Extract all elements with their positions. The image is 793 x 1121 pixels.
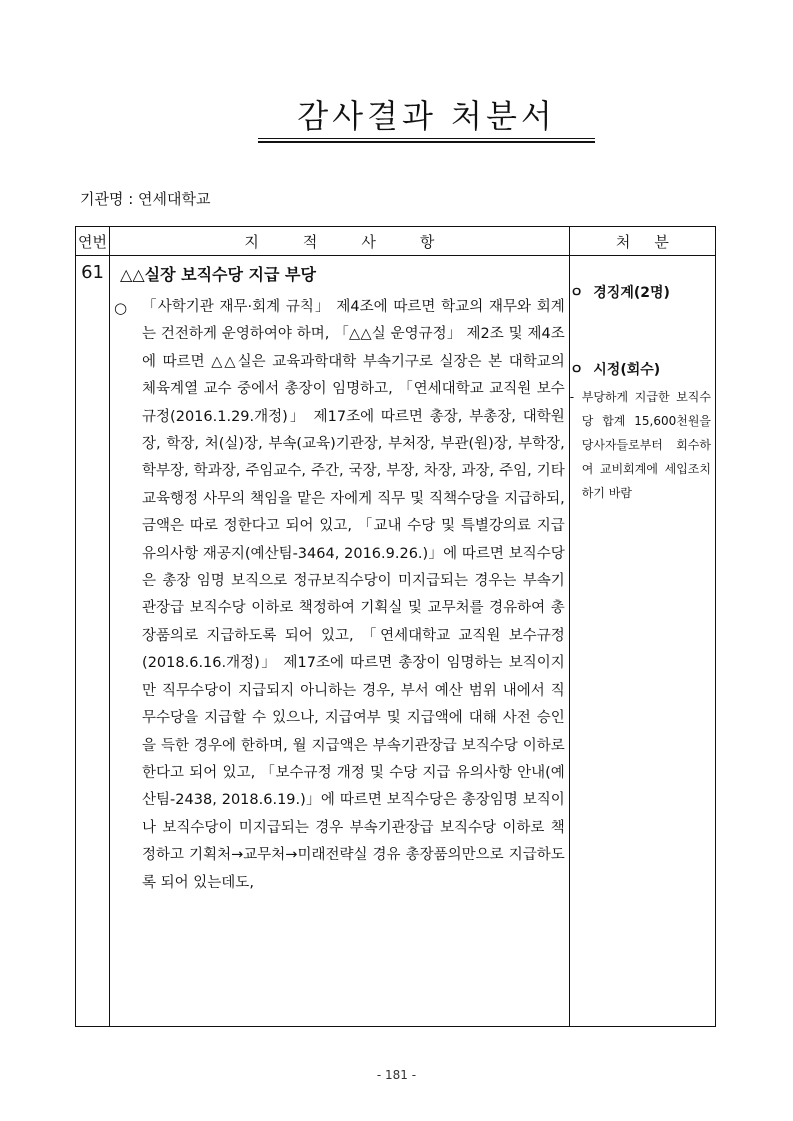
action-cell — [569, 256, 715, 1027]
action-item-label: 시정(회수) — [593, 362, 661, 378]
matter-cell — [110, 256, 570, 1027]
header-action: 처분 — [569, 227, 715, 256]
row-number: 61 — [76, 256, 110, 1027]
page-number: - 181 - — [376, 1068, 417, 1082]
table-row — [76, 256, 716, 1027]
title-underline — [258, 138, 595, 143]
action-item-correction — [570, 359, 715, 379]
dash-icon: - — [569, 390, 575, 404]
header-matter: 지적사항 — [110, 227, 570, 256]
bullet-icon: ○ — [114, 299, 128, 317]
organization-label: 기관명 : 연세대학교 — [80, 190, 211, 208]
bullet-icon: ㅇ — [569, 285, 584, 301]
bullet-icon: ㅇ — [569, 362, 584, 378]
header-number: 연번 — [76, 227, 110, 256]
table-header-row — [76, 227, 716, 256]
action-note-text: 부당하게 지급한 보직수당 합계 15,600천원을 당사자들로부터 회수하여 교비회계에 세입조치하기 바람 — [581, 390, 711, 500]
document-title: 감사결과 처분서 — [297, 97, 556, 135]
action-note — [570, 385, 715, 505]
matter-body-text: 「사학기관 재무·회계 규칙」 제4조에 따르면 학교의 재무와 회계는 건전하게 운영하여야 하며, 「△△실 운영규정」 제2조 및 제4조에 따르면 △△실은 교육과학대학 부속기구로 실장은 본 대학교의 체육계열 교수 중에서 총장이 임명하고, 「연세대학교 교직원 보수규정(2016.1.29.개정)」 제17조에 따르면 총장, 부총장, 대학원장, 학장, 처(실)장, 부속(교육)기관장, 부처장, 부관(원)장, 부학장, 학부장, 학과장, 주임교수, 주간, 국장, 부장, 차장, 과장, 주임, 기타 교육행정 사무의 책임을 맡은 자에게 직무 및 직책수당을 지급하되, 금액은 따로 정한다고 되어 있고, 「교내 수당 및 특별강의료 지급 유의사항 재공지(예산팀-3464, 2016.9.26.)」에 따르면 보직수당은 총장 임명 보직으로 정규보직수당이 미지급되는 경우는 부속기관장급 보직수당 이하로 책정하여 기획실 및 교무처를 경유하여 총장품의로 지급하도록 되어 있고, 「연세대학교 교직원 보수규정(2018.6.16.개정)」 제17조에 따르면 총장이 임명하는 보직이지만 직무수당이 지급되지 아니하는 경우, 부서 예산 범위 내에서 직무수당을 지급할 수 있으나, 지급여부 및 지급액에 대해 사전 승인을 득한 경우에 한하며, 월 지급액은 부속기관장급 보직수당 이하로 한다고 되어 있고, 「보수규정 개정 및 수당 지급 유의사항 안내(예산팀-2438, 2018.6.19.)」에 따르면 보직수당은 총장임명 보직이나 보직수당이 미지급되는 경우 부속기관장급 보직수당 이하로 책정하고 기획처→교무처→미래전략실 경유 총장품의만으로 지급하도록 되어 있는데도, — [142, 299, 565, 891]
document-title-block — [258, 97, 595, 143]
row-subject: △△실장 보직수당 지급 부당 — [120, 265, 316, 284]
action-item-disciplinary — [570, 282, 715, 302]
action-item-label: 경징계(2명) — [593, 285, 670, 301]
audit-result-table — [75, 226, 716, 1027]
matter-body — [114, 294, 569, 897]
